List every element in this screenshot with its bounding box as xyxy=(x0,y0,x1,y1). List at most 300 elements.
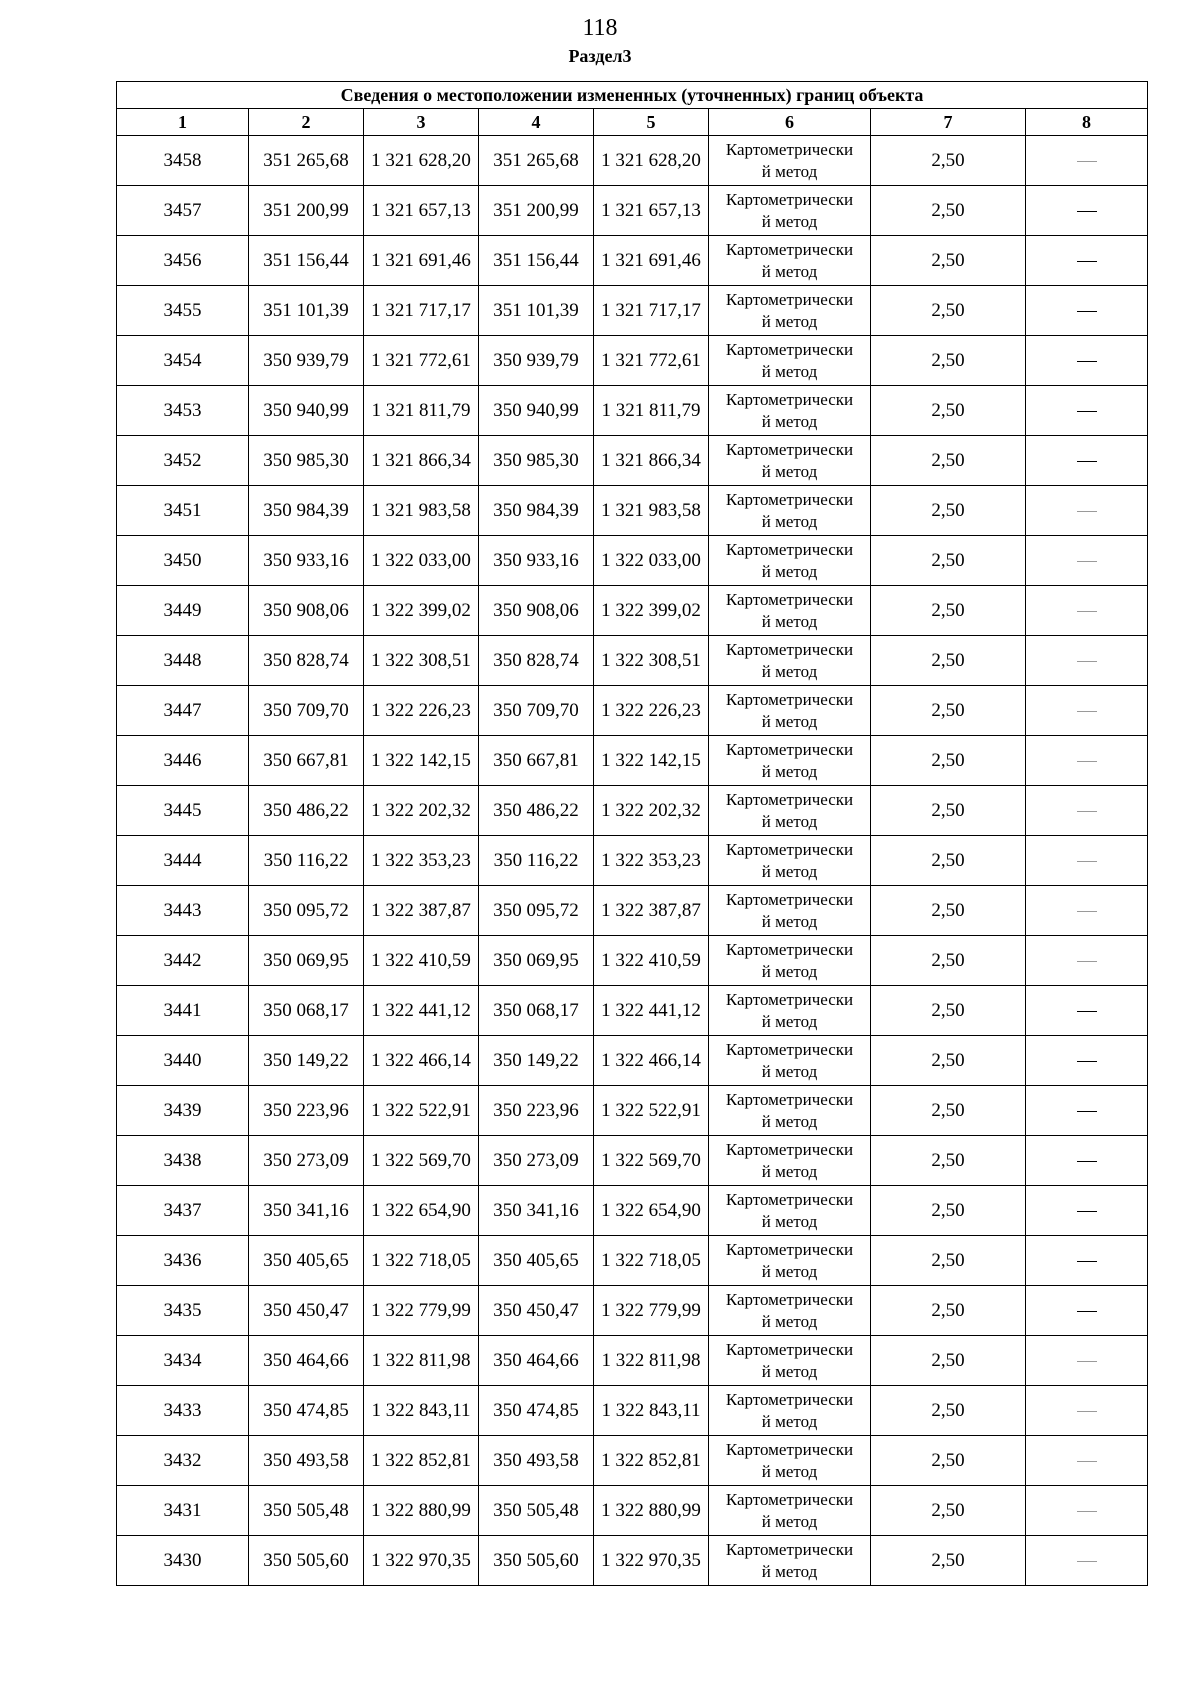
method-cell xyxy=(709,486,871,536)
y-existing-cell: 1 321 657,13 xyxy=(364,186,479,236)
method-cell xyxy=(709,336,871,386)
description-cell xyxy=(1026,136,1148,186)
y-existing-cell: 1 321 983,58 xyxy=(364,486,479,536)
dash-mark xyxy=(1077,1111,1097,1112)
table-row xyxy=(117,1336,1148,1386)
x-existing-cell: 350 450,47 xyxy=(249,1286,364,1336)
x-refined-cell: 350 068,17 xyxy=(479,986,594,1036)
point-number-cell: 3452 xyxy=(117,436,249,486)
method-text-line-2: й метод xyxy=(761,1361,818,1381)
x-existing-cell: 350 464,66 xyxy=(249,1336,364,1386)
x-refined-cell: 351 156,44 xyxy=(479,236,594,286)
dash-mark xyxy=(1077,1511,1097,1512)
y-refined-cell: 1 322 033,00 xyxy=(594,536,709,586)
method-text-line-1: Картометрически xyxy=(725,1239,854,1259)
point-number-cell: 3448 xyxy=(117,636,249,686)
dash-mark xyxy=(1077,311,1097,312)
accuracy-cell: 2,50 xyxy=(871,186,1026,236)
method-cell xyxy=(709,686,871,736)
x-existing-cell: 350 486,22 xyxy=(249,786,364,836)
dash-mark xyxy=(1077,161,1097,162)
x-refined-cell: 350 341,16 xyxy=(479,1186,594,1236)
method-cell xyxy=(709,1286,871,1336)
table-row xyxy=(117,1086,1148,1136)
y-existing-cell: 1 321 628,20 xyxy=(364,136,479,186)
y-refined-cell: 1 322 779,99 xyxy=(594,1286,709,1336)
dash-mark xyxy=(1077,261,1097,262)
method-text-line-1: Картометрически xyxy=(725,1089,854,1109)
x-refined-cell: 350 709,70 xyxy=(479,686,594,736)
x-refined-cell: 351 200,99 xyxy=(479,186,594,236)
method-text-line-1: Картометрически xyxy=(725,1489,854,1509)
table-row xyxy=(117,1036,1148,1086)
accuracy-cell: 2,50 xyxy=(871,436,1026,486)
table-row xyxy=(117,1286,1148,1336)
description-cell xyxy=(1026,1186,1148,1236)
method-cell xyxy=(709,1536,871,1586)
column-header: 7 xyxy=(871,109,1026,136)
y-existing-cell: 1 321 691,46 xyxy=(364,236,479,286)
x-existing-cell: 350 908,06 xyxy=(249,586,364,636)
method-text-line-1: Картометрически xyxy=(725,339,854,359)
y-existing-cell: 1 321 772,61 xyxy=(364,336,479,386)
point-number-cell: 3435 xyxy=(117,1286,249,1336)
x-refined-cell: 350 405,65 xyxy=(479,1236,594,1286)
dash-mark xyxy=(1077,461,1097,462)
accuracy-cell: 2,50 xyxy=(871,1286,1026,1336)
method-text-line-1: Картометрически xyxy=(725,1139,854,1159)
table-row xyxy=(117,986,1148,1036)
point-number-cell: 3450 xyxy=(117,536,249,586)
dash-mark xyxy=(1077,761,1097,762)
x-existing-cell: 350 505,60 xyxy=(249,1536,364,1586)
method-text-line-1: Картометрически xyxy=(725,389,854,409)
dash-mark xyxy=(1077,1211,1097,1212)
y-existing-cell: 1 322 033,00 xyxy=(364,536,479,586)
method-text-line-1: Картометрически xyxy=(725,589,854,609)
method-cell xyxy=(709,386,871,436)
x-existing-cell: 351 101,39 xyxy=(249,286,364,336)
y-refined-cell: 1 321 691,46 xyxy=(594,236,709,286)
y-refined-cell: 1 322 202,32 xyxy=(594,786,709,836)
table-body xyxy=(117,136,1148,1586)
method-text-line-2: й метод xyxy=(761,211,818,231)
dash-mark xyxy=(1077,361,1097,362)
method-text-line-1: Картометрически xyxy=(725,239,854,259)
accuracy-cell: 2,50 xyxy=(871,886,1026,936)
method-text-line-1: Картометрически xyxy=(725,539,854,559)
table-row xyxy=(117,736,1148,786)
x-refined-cell: 350 493,58 xyxy=(479,1436,594,1486)
method-text-line-2: й метод xyxy=(761,1311,818,1331)
accuracy-cell: 2,50 xyxy=(871,236,1026,286)
method-cell xyxy=(709,736,871,786)
table-row xyxy=(117,1486,1148,1536)
method-text-line-2: й метод xyxy=(761,511,818,531)
table-row xyxy=(117,836,1148,886)
description-cell xyxy=(1026,686,1148,736)
y-refined-cell: 1 321 772,61 xyxy=(594,336,709,386)
description-cell xyxy=(1026,1236,1148,1286)
point-number-cell: 3442 xyxy=(117,936,249,986)
method-cell xyxy=(709,936,871,986)
method-text-line-2: й метод xyxy=(761,1111,818,1131)
accuracy-cell: 2,50 xyxy=(871,786,1026,836)
table-row xyxy=(117,386,1148,436)
accuracy-cell: 2,50 xyxy=(871,336,1026,386)
description-cell xyxy=(1026,436,1148,486)
method-cell xyxy=(709,586,871,636)
x-refined-cell: 350 939,79 xyxy=(479,336,594,386)
method-text-line-2: й метод xyxy=(761,961,818,981)
y-refined-cell: 1 321 717,17 xyxy=(594,286,709,336)
method-text-line-2: й метод xyxy=(761,1161,818,1181)
method-text-line-1: Картометрически xyxy=(725,1289,854,1309)
method-cell xyxy=(709,1336,871,1386)
point-number-cell: 3439 xyxy=(117,1086,249,1136)
method-text-line-1: Картометрически xyxy=(725,889,854,909)
accuracy-cell: 2,50 xyxy=(871,1336,1026,1386)
x-existing-cell: 350 149,22 xyxy=(249,1036,364,1086)
point-number-cell: 3433 xyxy=(117,1386,249,1436)
x-refined-cell: 350 486,22 xyxy=(479,786,594,836)
accuracy-cell: 2,50 xyxy=(871,1486,1026,1536)
y-existing-cell: 1 322 387,87 xyxy=(364,886,479,936)
method-text-line-2: й метод xyxy=(761,911,818,931)
y-existing-cell: 1 322 410,59 xyxy=(364,936,479,986)
y-refined-cell: 1 322 522,91 xyxy=(594,1086,709,1136)
accuracy-cell: 2,50 xyxy=(871,1186,1026,1236)
y-refined-cell: 1 322 970,35 xyxy=(594,1536,709,1586)
point-number-cell: 3444 xyxy=(117,836,249,886)
accuracy-cell: 2,50 xyxy=(871,1386,1026,1436)
dash-mark xyxy=(1077,511,1097,512)
method-text-line-1: Картометрически xyxy=(725,1389,854,1409)
accuracy-cell: 2,50 xyxy=(871,736,1026,786)
method-cell xyxy=(709,786,871,836)
accuracy-cell: 2,50 xyxy=(871,586,1026,636)
accuracy-cell: 2,50 xyxy=(871,1036,1026,1086)
y-existing-cell: 1 322 970,35 xyxy=(364,1536,479,1586)
x-refined-cell: 350 505,48 xyxy=(479,1486,594,1536)
point-number-cell: 3454 xyxy=(117,336,249,386)
method-text-line-1: Картометрически xyxy=(725,639,854,659)
point-number-cell: 3431 xyxy=(117,1486,249,1536)
accuracy-cell: 2,50 xyxy=(871,386,1026,436)
description-cell xyxy=(1026,1336,1148,1386)
accuracy-cell: 2,50 xyxy=(871,1536,1026,1586)
dash-mark xyxy=(1077,1011,1097,1012)
description-cell xyxy=(1026,886,1148,936)
y-existing-cell: 1 322 441,12 xyxy=(364,986,479,1036)
description-cell xyxy=(1026,836,1148,886)
point-number-cell: 3458 xyxy=(117,136,249,186)
x-existing-cell: 350 985,30 xyxy=(249,436,364,486)
x-existing-cell: 350 341,16 xyxy=(249,1186,364,1236)
description-cell xyxy=(1026,736,1148,786)
method-text-line-2: й метод xyxy=(761,1461,818,1481)
y-refined-cell: 1 322 466,14 xyxy=(594,1036,709,1086)
point-number-cell: 3436 xyxy=(117,1236,249,1286)
accuracy-cell: 2,50 xyxy=(871,936,1026,986)
point-number-cell: 3432 xyxy=(117,1436,249,1486)
x-existing-cell: 350 933,16 xyxy=(249,536,364,586)
method-cell xyxy=(709,536,871,586)
accuracy-cell: 2,50 xyxy=(871,636,1026,686)
description-cell xyxy=(1026,1086,1148,1136)
description-cell xyxy=(1026,1286,1148,1336)
method-text-line-1: Картометрически xyxy=(725,1539,854,1559)
table-row xyxy=(117,236,1148,286)
method-cell xyxy=(709,1436,871,1486)
point-number-cell: 3430 xyxy=(117,1536,249,1586)
y-existing-cell: 1 322 779,99 xyxy=(364,1286,479,1336)
point-number-cell: 3449 xyxy=(117,586,249,636)
table-row xyxy=(117,786,1148,836)
y-refined-cell: 1 322 410,59 xyxy=(594,936,709,986)
description-cell xyxy=(1026,936,1148,986)
method-text-line-2: й метод xyxy=(761,411,818,431)
x-existing-cell: 350 069,95 xyxy=(249,936,364,986)
method-text-line-2: й метод xyxy=(761,361,818,381)
method-text-line-2: й метод xyxy=(761,311,818,331)
y-refined-cell: 1 322 142,15 xyxy=(594,736,709,786)
x-existing-cell: 350 984,39 xyxy=(249,486,364,536)
x-refined-cell: 350 985,30 xyxy=(479,436,594,486)
dash-mark xyxy=(1077,961,1097,962)
table-row xyxy=(117,486,1148,536)
description-cell xyxy=(1026,236,1148,286)
method-text-line-1: Картометрически xyxy=(725,189,854,209)
dash-mark xyxy=(1077,1161,1097,1162)
x-refined-cell: 350 116,22 xyxy=(479,836,594,886)
description-cell xyxy=(1026,536,1148,586)
accuracy-cell: 2,50 xyxy=(871,986,1026,1036)
description-cell xyxy=(1026,186,1148,236)
x-refined-cell: 351 265,68 xyxy=(479,136,594,186)
x-refined-cell: 350 940,99 xyxy=(479,386,594,436)
table-row xyxy=(117,936,1148,986)
boundary-coordinates-table xyxy=(116,81,1148,1586)
dash-mark xyxy=(1077,911,1097,912)
y-existing-cell: 1 322 226,23 xyxy=(364,686,479,736)
y-existing-cell: 1 322 569,70 xyxy=(364,1136,479,1186)
accuracy-cell: 2,50 xyxy=(871,686,1026,736)
method-text-line-2: й метод xyxy=(761,161,818,181)
table-row xyxy=(117,1386,1148,1436)
table-row xyxy=(117,136,1148,186)
y-refined-cell: 1 322 387,87 xyxy=(594,886,709,936)
dash-mark xyxy=(1077,1561,1097,1562)
point-number-cell: 3446 xyxy=(117,736,249,786)
y-existing-cell: 1 322 811,98 xyxy=(364,1336,479,1386)
x-existing-cell: 351 156,44 xyxy=(249,236,364,286)
description-cell xyxy=(1026,1536,1148,1586)
method-text-line-2: й метод xyxy=(761,261,818,281)
y-refined-cell: 1 321 866,34 xyxy=(594,436,709,486)
column-header: 4 xyxy=(479,109,594,136)
method-cell xyxy=(709,1136,871,1186)
method-text-line-2: й метод xyxy=(761,761,818,781)
y-existing-cell: 1 322 308,51 xyxy=(364,636,479,686)
method-text-line-1: Картометрически xyxy=(725,1189,854,1209)
table-row xyxy=(117,886,1148,936)
column-header: 1 xyxy=(117,109,249,136)
x-existing-cell: 350 068,17 xyxy=(249,986,364,1036)
method-cell xyxy=(709,1236,871,1286)
point-number-cell: 3440 xyxy=(117,1036,249,1086)
description-cell xyxy=(1026,1386,1148,1436)
x-refined-cell: 350 828,74 xyxy=(479,636,594,686)
y-existing-cell: 1 322 718,05 xyxy=(364,1236,479,1286)
table-row xyxy=(117,436,1148,486)
x-existing-cell: 350 940,99 xyxy=(249,386,364,436)
dash-mark xyxy=(1077,561,1097,562)
description-cell xyxy=(1026,1486,1148,1536)
y-refined-cell: 1 322 718,05 xyxy=(594,1236,709,1286)
table-row xyxy=(117,1436,1148,1486)
point-number-cell: 3453 xyxy=(117,386,249,436)
point-number-cell: 3438 xyxy=(117,1136,249,1186)
y-existing-cell: 1 321 717,17 xyxy=(364,286,479,336)
dash-mark xyxy=(1077,711,1097,712)
method-cell xyxy=(709,1186,871,1236)
method-cell xyxy=(709,186,871,236)
y-existing-cell: 1 322 654,90 xyxy=(364,1186,479,1236)
y-existing-cell: 1 322 843,11 xyxy=(364,1386,479,1436)
y-existing-cell: 1 322 399,02 xyxy=(364,586,479,636)
point-number-cell: 3456 xyxy=(117,236,249,286)
point-number-cell: 3451 xyxy=(117,486,249,536)
y-existing-cell: 1 322 522,91 xyxy=(364,1086,479,1136)
y-refined-cell: 1 322 353,23 xyxy=(594,836,709,886)
y-existing-cell: 1 321 866,34 xyxy=(364,436,479,486)
y-refined-cell: 1 321 811,79 xyxy=(594,386,709,436)
y-refined-cell: 1 322 226,23 xyxy=(594,686,709,736)
point-number-cell: 3455 xyxy=(117,286,249,336)
x-refined-cell: 351 101,39 xyxy=(479,286,594,336)
method-text-line-2: й метод xyxy=(761,561,818,581)
method-cell xyxy=(709,1386,871,1436)
x-existing-cell: 350 828,74 xyxy=(249,636,364,686)
y-refined-cell: 1 322 654,90 xyxy=(594,1186,709,1236)
description-cell xyxy=(1026,486,1148,536)
y-refined-cell: 1 322 811,98 xyxy=(594,1336,709,1386)
y-refined-cell: 1 322 399,02 xyxy=(594,586,709,636)
x-refined-cell: 350 908,06 xyxy=(479,586,594,636)
x-existing-cell: 350 505,48 xyxy=(249,1486,364,1536)
method-cell xyxy=(709,886,871,936)
method-cell xyxy=(709,1036,871,1086)
description-cell xyxy=(1026,286,1148,336)
description-cell xyxy=(1026,1036,1148,1086)
y-existing-cell: 1 322 880,99 xyxy=(364,1486,479,1536)
table-caption-row xyxy=(117,82,1148,109)
method-text-line-2: й метод xyxy=(761,861,818,881)
x-refined-cell: 350 505,60 xyxy=(479,1536,594,1586)
description-cell xyxy=(1026,986,1148,1036)
y-refined-cell: 1 321 657,13 xyxy=(594,186,709,236)
method-text-line-1: Картометрически xyxy=(725,289,854,309)
table-row xyxy=(117,1186,1148,1236)
method-cell xyxy=(709,836,871,886)
column-header: 3 xyxy=(364,109,479,136)
dash-mark xyxy=(1077,611,1097,612)
accuracy-cell: 2,50 xyxy=(871,536,1026,586)
method-text-line-1: Картометрически xyxy=(725,489,854,509)
y-refined-cell: 1 322 852,81 xyxy=(594,1436,709,1486)
dash-mark xyxy=(1077,1061,1097,1062)
x-existing-cell: 350 493,58 xyxy=(249,1436,364,1486)
method-cell xyxy=(709,136,871,186)
page-number: 118 xyxy=(582,15,618,41)
accuracy-cell: 2,50 xyxy=(871,286,1026,336)
y-refined-cell: 1 321 983,58 xyxy=(594,486,709,536)
dash-mark xyxy=(1077,661,1097,662)
x-existing-cell: 350 223,96 xyxy=(249,1086,364,1136)
method-text-line-1: Картометрически xyxy=(725,139,854,159)
x-refined-cell: 350 149,22 xyxy=(479,1036,594,1086)
dash-mark xyxy=(1077,1261,1097,1262)
section-title: Раздел3 xyxy=(568,46,632,66)
x-refined-cell: 350 474,85 xyxy=(479,1386,594,1436)
y-refined-cell: 1 322 843,11 xyxy=(594,1386,709,1436)
column-header: 8 xyxy=(1026,109,1148,136)
accuracy-cell: 2,50 xyxy=(871,1236,1026,1286)
point-number-cell: 3434 xyxy=(117,1336,249,1386)
dash-mark xyxy=(1077,1411,1097,1412)
method-text-line-2: й метод xyxy=(761,1561,818,1581)
y-existing-cell: 1 322 466,14 xyxy=(364,1036,479,1086)
x-refined-cell: 350 095,72 xyxy=(479,886,594,936)
table-caption: Сведения о местоположении измененных (уточненных) границ объекта xyxy=(117,82,1148,109)
table-row xyxy=(117,186,1148,236)
table-row xyxy=(117,686,1148,736)
method-cell xyxy=(709,286,871,336)
point-number-cell: 3443 xyxy=(117,886,249,936)
method-text-line-1: Картометрически xyxy=(725,939,854,959)
x-existing-cell: 350 667,81 xyxy=(249,736,364,786)
x-refined-cell: 350 984,39 xyxy=(479,486,594,536)
column-header: 6 xyxy=(709,109,871,136)
method-cell xyxy=(709,1486,871,1536)
method-text-line-2: й метод xyxy=(761,1011,818,1031)
description-cell xyxy=(1026,336,1148,386)
x-existing-cell: 350 939,79 xyxy=(249,336,364,386)
method-text-line-2: й метод xyxy=(761,1061,818,1081)
y-existing-cell: 1 322 852,81 xyxy=(364,1436,479,1486)
method-text-line-1: Картометрически xyxy=(725,1039,854,1059)
method-cell xyxy=(709,636,871,686)
table-row xyxy=(117,636,1148,686)
dash-mark xyxy=(1077,411,1097,412)
table-row xyxy=(117,586,1148,636)
method-cell xyxy=(709,1086,871,1136)
method-text-line-1: Картометрически xyxy=(725,1339,854,1359)
method-text-line-2: й метод xyxy=(761,611,818,631)
method-text-line-2: й метод xyxy=(761,461,818,481)
method-text-line-1: Картометрически xyxy=(725,739,854,759)
x-refined-cell: 350 223,96 xyxy=(479,1086,594,1136)
y-existing-cell: 1 322 353,23 xyxy=(364,836,479,886)
description-cell xyxy=(1026,1136,1148,1186)
accuracy-cell: 2,50 xyxy=(871,836,1026,886)
table-row xyxy=(117,1136,1148,1186)
method-text-line-1: Картометрически xyxy=(725,439,854,459)
method-text-line-1: Картометрически xyxy=(725,689,854,709)
description-cell xyxy=(1026,386,1148,436)
dash-mark xyxy=(1077,211,1097,212)
